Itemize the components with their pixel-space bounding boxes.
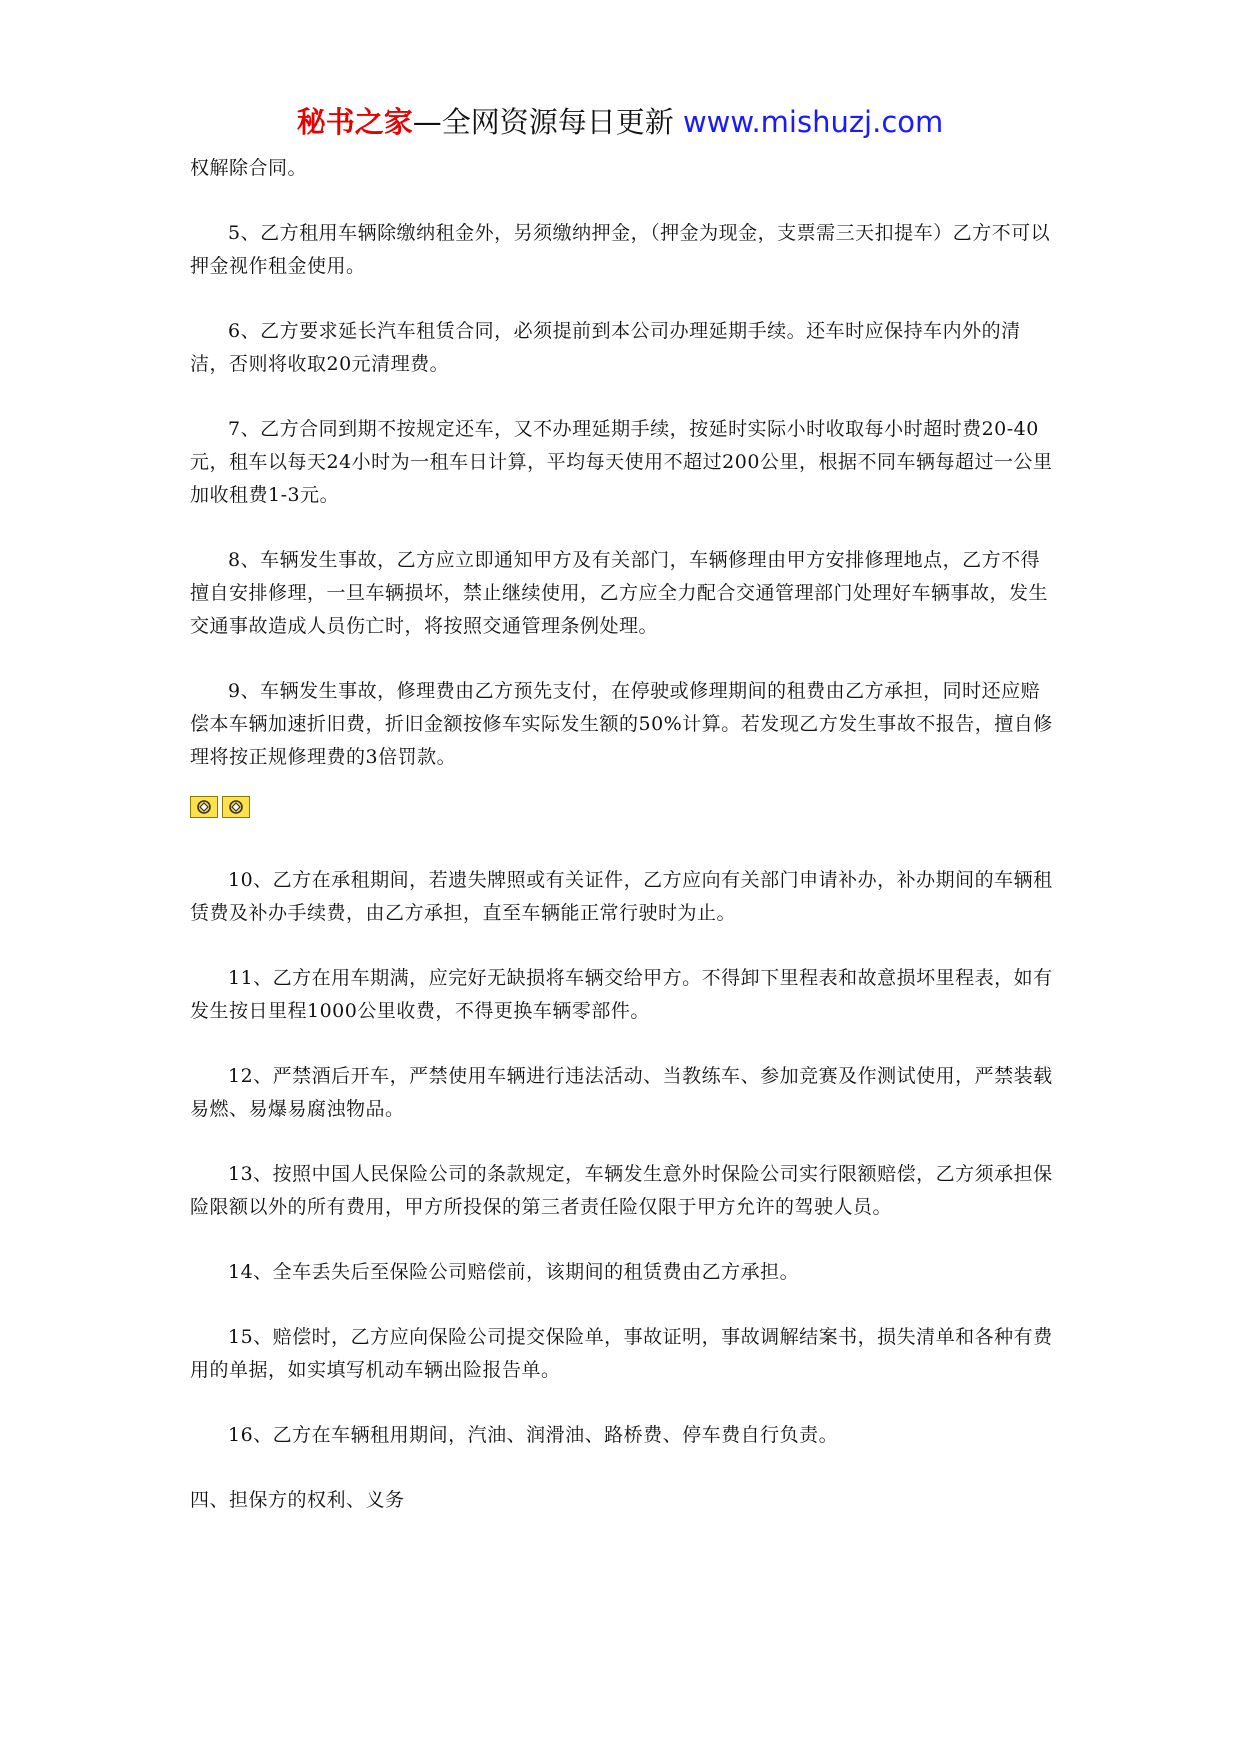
clause-14: 14、全车丢失后至保险公司赔偿前，该期间的租赁费由乙方承担。 [228,1261,800,1283]
clause-6: 6、乙方要求延长汽车租赁合同，必须提前到本公司办理延期手续。还车时应保持车内外的清洁，否则将收取20元清理费。 [190,320,1021,375]
clause-5: 5、乙方租用车辆除缴纳租金外，另须缴纳押金，（押金为现金，支票需三天扣提车）乙方不可以押金视作租金使用。 [190,222,1051,277]
clause-8: 8、车辆发生事故，乙方应立即通知甲方及有关部门，车辆修理由甲方安排修理地点，乙方不得擅自安排修理，一旦车辆损坏，禁止继续使用，乙方应全力配合交通管理部门处理好车辆事故，发生交通事故造成人员伤亡时，将按照交通管理条例处理。 [190,549,1049,637]
banner-slogan: —全网资源每日更新 [412,105,683,139]
inline-image-icon [190,796,218,818]
continuation-text: 权解除合同。 [190,157,308,179]
clause-12: 12、严禁酒后开车，严禁使用车辆进行违法活动、当教练车、参加竞赛及作测试使用，严禁装载易燃、易爆易腐浊物品。 [190,1065,1053,1120]
inline-image-icon [222,796,250,818]
clause-13: 13、按照中国人民保险公司的条款规定，车辆发生意外时保险公司实行限额赔偿，乙方须承担保险限额以外的所有费用，甲方所投保的第三者责任险仅限于甲方允许的驾驶人员。 [190,1163,1053,1218]
site-banner [0,102,1240,142]
site-url-link[interactable]: www.mishuzj.com [682,105,944,139]
brand-name: 秘书之家 [296,105,413,139]
clause-7: 7、乙方合同到期不按规定还车，又不办理延期手续，按延时实际小时收取每小时超时费20-40元，租车以每天24小时为一租车日计算，平均每天使用不超过200公里，根据不同车辆每超过一公里加收租费1-3元。 [190,418,1053,506]
inline-icons-row [190,796,1058,820]
section-heading: 四、担保方的权利、义务 [190,1489,405,1511]
clause-11: 11、乙方在用车期满，应完好无缺损将车辆交给甲方。不得卸下里程表和故意损坏里程表，如有发生按日里程1000公里收费，不得更换车辆零部件。 [190,967,1053,1022]
document-body [190,152,1058,1517]
clause-10: 10、乙方在承租期间，若遗失牌照或有关证件，乙方应向有关部门申请补办，补办期间的车辆租赁费及补办手续费，由乙方承担，直至车辆能正常行驶时为止。 [190,869,1053,924]
clause-9: 9、车辆发生事故，修理费由乙方预先支付，在停驶或修理期间的租费由乙方承担，同时还应赔偿本车辆加速折旧费，折旧金额按修车实际发生额的50%计算。若发现乙方发生事故不报告，擅自修理将按正规修理费的3倍罚款。 [190,680,1053,768]
clause-15: 15、赔偿时，乙方应向保险公司提交保险单，事故证明，事故调解结案书，损失清单和各种有费用的单据，如实填写机动车辆出险报告单。 [190,1326,1053,1381]
clause-16: 16、乙方在车辆租用期间，汽油、润滑油、路桥费、停车费自行负责。 [228,1424,839,1446]
